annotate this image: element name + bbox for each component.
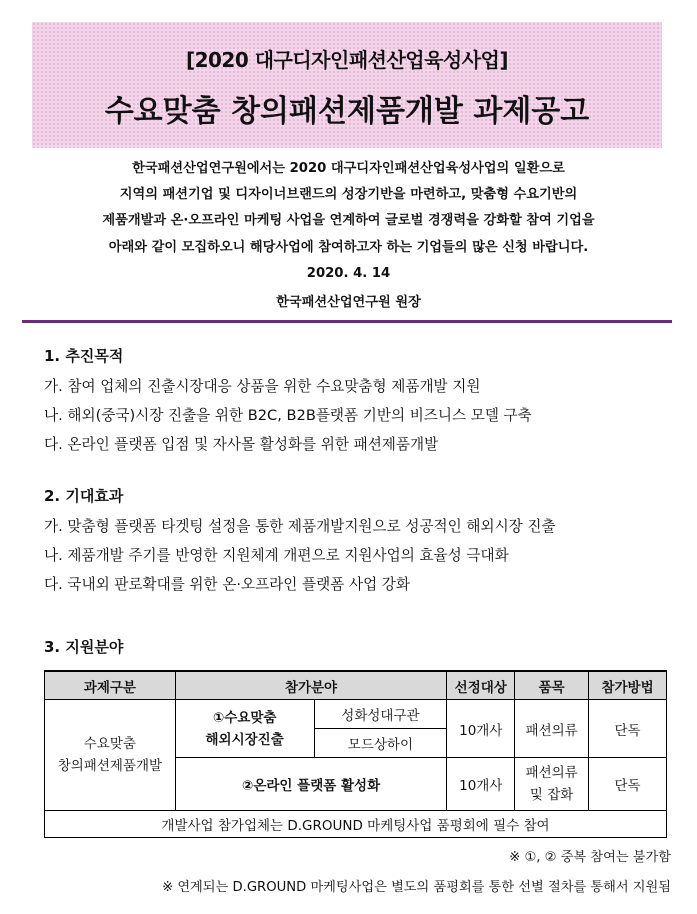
note-line: ※ 연계되는 D.GROUND 마케팅사업은 별도의 품평회를 통한 선별 절차를 통해서 지원됨 xyxy=(162,880,671,895)
intro-line: 지역의 패션기업 및 디자이너브랜드의 성장기반을 마련하고, 맞춤형 수요기반의 xyxy=(119,187,578,203)
list-item: 나. 해외(중국)시장 진출을 위한 B2C, B2B플랫폼 기반의 비즈니스 모델 구축 xyxy=(44,407,532,424)
list-item: 가. 맞춤형 플랫폼 타겟팅 설정을 통한 제품개발지원으로 성공적인 해외시장 진출 xyxy=(44,518,556,535)
header-cell: 참가방법 xyxy=(589,671,667,700)
list-item: 가. 참여 업체의 진출시장대응 상품을 위한 수요맞춤형 제품개발 지원 xyxy=(44,378,481,395)
item-cell xyxy=(515,758,589,811)
banner-title: 수요맞춤 창의패션제품개발 과제공고 xyxy=(104,94,590,129)
support-table xyxy=(44,670,667,838)
intro-line: 아래와 같이 모집하오니 해당사업에 참여하고자 하는 기업들의 많은 신청 바랍니다. xyxy=(108,239,589,255)
section-support-field xyxy=(44,637,123,657)
table-footer-row xyxy=(45,811,667,838)
header-cell: 참가분야 xyxy=(175,671,447,700)
subfield-cell: 성화성대구관 xyxy=(314,700,447,729)
item-cell: 패션의류 xyxy=(515,700,589,758)
section-heading: 2. 기대효과 xyxy=(44,487,124,505)
intro-paragraph xyxy=(20,156,677,316)
section-purpose xyxy=(44,346,532,459)
table-footer-cell: 개발사업 참가업체는 D.GROUND 마케팅사업 품평회에 필수 참여 xyxy=(45,811,667,838)
list-item: 다. 온라인 플랫폼 입점 및 자사몰 활성화를 위한 패션제품개발 xyxy=(44,436,439,453)
section-list xyxy=(44,512,556,599)
cell-text: 해외시장진출 xyxy=(205,731,284,748)
section-heading: 3. 지원분야 xyxy=(44,638,124,656)
section-list xyxy=(44,372,532,459)
field-cell xyxy=(175,700,314,758)
category-cell xyxy=(45,700,176,811)
list-item: 나. 제품개발 주기를 반영한 지원체계 개편으로 지원사업의 효율성 극대화 xyxy=(44,547,509,564)
header-cell: 품목 xyxy=(515,671,589,700)
cell-text: ①수요맞춤 xyxy=(212,709,277,726)
subfield-cell: 모드상하이 xyxy=(314,729,447,758)
field-cell: ②온라인 플랫폼 활성화 xyxy=(175,758,447,811)
section-effects xyxy=(44,486,556,599)
header-cell: 과제구분 xyxy=(45,671,176,700)
table-header-row xyxy=(45,671,667,700)
title-banner xyxy=(32,22,662,148)
banner-subtitle: [2020 대구디자인패션산업육성사업] xyxy=(185,48,509,72)
note-line: ※ ①, ② 중복 참여는 불가함 xyxy=(509,850,671,865)
cell-text: 창의패션제품개발 xyxy=(57,758,163,774)
intro-date: 2020. 4. 14 xyxy=(306,265,391,281)
cell-text: 및 잡화 xyxy=(529,787,574,803)
intro-line: 제품개발과 온·오프라인 마케팅 사업을 연계하여 글로벌 경쟁력을 강화할 참여 기업을 xyxy=(102,213,595,229)
intro-line: 한국패션산업연구원에서는 2020 대구디자인패션산업육성사업의 일환으로 xyxy=(132,161,565,176)
list-item: 다. 국내외 판로확대를 위한 온·오프라인 플랫폼 사업 강화 xyxy=(44,576,410,593)
cell-text: 패션의류 xyxy=(525,765,578,781)
intro-signature: 한국패션산업연구원 원장 xyxy=(276,295,421,311)
cell-text: 수요맞춤 xyxy=(83,736,136,752)
method-cell: 단독 xyxy=(589,700,667,758)
section-divider xyxy=(22,320,672,323)
count-cell: 10개사 xyxy=(447,700,515,758)
header-cell: 선정대상 xyxy=(447,671,515,700)
table-row xyxy=(45,700,667,729)
method-cell: 단독 xyxy=(589,758,667,811)
section-heading: 1. 추진목적 xyxy=(44,347,124,365)
count-cell: 10개사 xyxy=(447,758,515,811)
